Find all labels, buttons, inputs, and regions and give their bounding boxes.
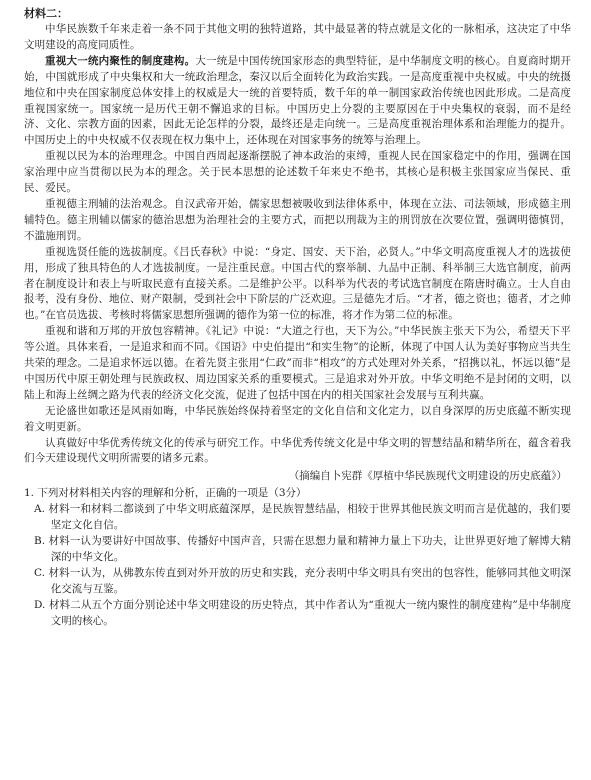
question-block xyxy=(24,485,571,629)
paragraph-talent-selection xyxy=(24,245,571,325)
paragraph-text: 重视德主刑辅的法治观念。自汉武帝开始，儒家思想被吸收到法律体系中，体现在立法、司法领域，形成德主刑辅特色。德主刑辅以儒家的德治思想为治理社会的主要方式，而把以刑裁为主的刑罚放在次要位置，强调明德慎罚，不滥施刑罚。 xyxy=(24,197,571,242)
material-heading: 材料二： xyxy=(24,7,68,20)
paragraph-text: 无论盛世如歌还是风雨如晦，中华民族始终保持着坚定的文化自信和文化定力，以自身深厚的历史底蕴不断实现着文明更新。 xyxy=(24,404,571,433)
option-a: A. 材料一和材料二都谈到了中华文明底蕴深厚，是民族智慧结晶，相较于世界其他民族文明而言是优越的，我们要坚定文化自信。 xyxy=(34,503,571,532)
material-body xyxy=(24,22,571,467)
option-b: B. 材料一认为要讲好中国故事、传播好中国声音，只需在思想力量和精神力量上下功夫，让世界更好地了解博大精深的中华文化。 xyxy=(34,535,571,564)
paragraph-rule-of-virtue xyxy=(24,197,571,245)
paragraph-inheritance xyxy=(24,436,571,468)
paragraph-lead: 重视大一统内聚性的制度建构。 xyxy=(45,54,196,67)
paragraph-intro xyxy=(24,22,571,54)
paragraph-openness xyxy=(24,324,571,404)
paragraph-text: 中华民族数千年来走着一条不同于其他文明的独特道路，其中最显著的特点就是文化的一脉相承，这决定了中华文明建设的高度同质性。 xyxy=(24,23,571,51)
source-citation: （摘编自卜宪群《厚植中华民族现代文明建设的历史底蕴》） xyxy=(288,470,567,483)
option-c: C. 材料一认为，从佛教东传直到对外开放的历史和实践，充分表明中华文明具有突出的包容性，能够同其他文明深化交流与互鉴。 xyxy=(34,567,571,596)
paragraph-cultural-confidence xyxy=(24,404,571,436)
option-d: D. 材料二从五个方面分别论述中华文明建设的历史特点，其中作者认为“重视大一统内聚性的制度建构”是中华制度文明的核心。 xyxy=(34,599,571,628)
paragraph-text: 重视选贤任能的选拔制度。《吕氏春秋》中说：“身定、国安、天下治，必贤人。”中华文明高度重视人才的选拔使用，形成了独具特色的人才选拔制度。一是注重民意。中国古代的察举制、九品中正制、科举制三大选官制度，前两者在制度设计和表上与听取民意有直接关系。二是维护公平。以科举为代表的考试选官制度在隋唐时确立。士人自由报考，没有身份、地位、财产限制，受到社会中下阶层的广泛欢迎。三是德先才后。“才者，德之资也；德者，才之帅也。”在官员选拔、考核时将儒家思想所强调的德作为第一位的标准，将才作为第二位的标准。 xyxy=(24,245,571,322)
paragraph-text: 重视和谐和万邦的开放包容精神。《礼记》中说：“大道之行也，天下为公。”中华民族主张天下为公，希望天下平等公道。具体来看，一是追求和而不同。《国语》中史伯提出“和实生物”的论断，体现了中国人认为美好事物应当共生共荣的理念。二是追求怀远以德。在着先贤主张用“仁政”而非“相攻”的方式处理对外关系，“招携以礼，怀远以德”是中国历代中原王朝处理与民族政权、周边国家关系的重要模式。三是追求对外开放。中华文明绝不是封闭的文明，以陆上和海上丝绸之路为代表的经济文化交流，促进了包括中国在内的相关国家社会发展与互利共赢。 xyxy=(24,325,571,401)
paragraph-text: 大一统是中国传统国家形态的典型特征，是中华制度文明的核心。自夏商时期开始，中国就形成了中央集权和大一统政治理念，秦汉以后全面转化为政治实践。一是高度重视中央权威。中央的统摄地位和中央在国家制度总体安排上的权威是大一统的首要特质，数千年的单一制国家政治传统也因此形成。二是高度重视国家统一。国家统一是历代王朝不懈追求的目标。中国历史上分裂的主要原因在于中央集权的衰弱，而不是经济、文化、宗教方面的因素，因此无论怎样的分裂，最终还是走向统一。三是高度重视治理体系和治理能力的提升。中国历史上的中央权威不仅表现在权力集中上，还体现在对国家事务的统筹与治理上。 xyxy=(24,54,571,147)
paragraph-text: 认真做好中华优秀传统文化的传承与研究工作。中华优秀传统文化是中华文明的智慧结晶和精华所在，蕴含着我们今天建设现代文明所需要的诸多元素。 xyxy=(24,436,571,465)
paragraph-unification xyxy=(24,54,571,149)
paragraph-text: 重视以民为本的治理理念。中国自西周起逐渐摆脱了神本政治的束缚，重视人民在国家稳定中的作用，强调在国家治理中应当贯彻以民为本的理念。关于民本思想的论述数千年来史不绝书，其核心是积极主张国家应当保民、重民、爱民。 xyxy=(24,150,571,195)
paragraph-people-oriented xyxy=(24,149,571,197)
question-stem: 1. 下列对材料相关内容的理解和分析，正确的一项是（3分） xyxy=(24,487,307,500)
